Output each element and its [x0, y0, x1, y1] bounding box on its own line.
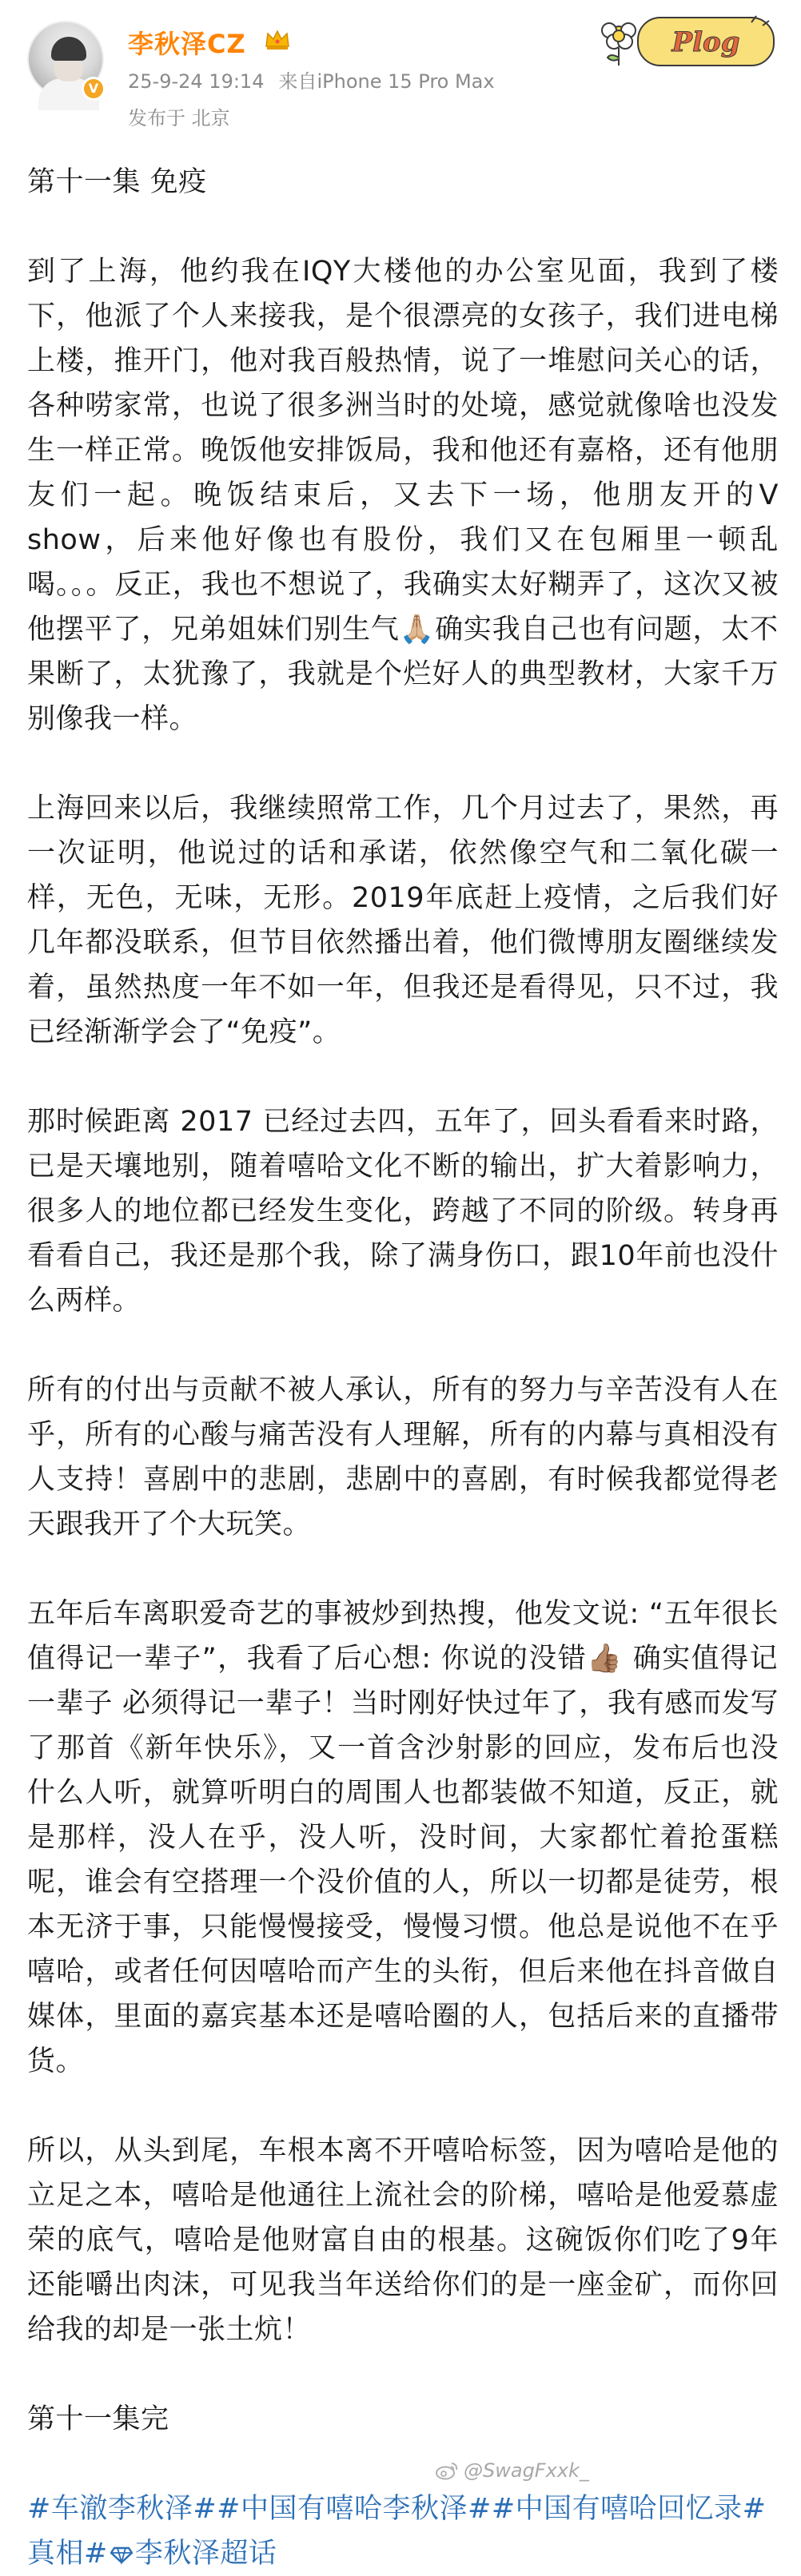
paragraph-2: 上海回来以后，我继续照常工作，几个月过去了，果然，再一次证明，他说过的话和承诺，依然像空气和二氧化碳一样，无色，无味，无形。2019年底赶上疫情，之后我们好几年都没联系，但节目依然播出着，他们微博朋友圈继续发着，虽然热度一年不如一年，但我还是看得见，只不过，我已经渐渐学会了“免疫”。 — [27, 793, 779, 1048]
watermark-text: @SwagFxxk_ — [464, 2459, 589, 2482]
post-timestamp: 25-9-24 19:14 — [128, 70, 265, 93]
verified-icon: V — [82, 77, 106, 101]
paragraph-5-text-a: 五年后车离职爱奇艺的事被炒到热搜，他发文说: “五年很长 值得记一辈子”，我看了后心想: 你说的没错 — [27, 1598, 779, 1675]
flower-icon — [602, 23, 636, 66]
paragraph-3: 那时候距离 2017 已经过去四，五年了，回头看看来时路，已是天壤地别，随着嘻哈文化不断的输出，扩大着影响力，很多人的地位都已经发生变化，跨越了不同的阶级。转身再看看自己，我还是那个我，除了满身伤口，跟10年前也没什么两样。 — [27, 1106, 779, 1317]
pray-emoji-icon: 🙏🏼 — [399, 614, 436, 646]
episode-title: 第十一集 免疫 — [27, 166, 207, 198]
paragraph-1 — [27, 249, 779, 741]
paragraph-1-text-a: 到了上海，他约我在IQY大楼他的办公室见面，我到了楼下，他派了个人来接我，是个很漂亮的女孩子，我们进电梯上楼，推开门，他对我百般热情，说了一堆慰问关心的话，各种唠家常，也说了很多洲当时的处境，感觉就像啥也没发生一样正常。晚饭他安排饭局，我和他还有嘉格，还有他朋友们一起。晚饭结束后，又去下一场，他朋友开的V show，后来他好像也有股份，我们又在包厢里一顿乱喝。。。反正，我也不想说了，我确实太好糊弄了，这次又被他摆平了，兄弟姐妹们别生气 — [27, 256, 779, 646]
thumbs-up-emoji-icon: 👍🏽 — [587, 1643, 624, 1675]
post-location: 发布于 北京 — [128, 107, 230, 129]
sticker-text: Plog — [671, 26, 740, 58]
hashtag-rap-of-china-lqz[interactable]: #中国有嘻哈李秋泽# — [217, 2493, 492, 2525]
watermark — [435, 2459, 589, 2482]
hashtag-rap-of-china-memoir[interactable]: #中国有嘻哈回忆录# — [491, 2493, 767, 2525]
paragraph-6: 所以，从头到尾，车根本离不开嘻哈标签，因为嘻哈是他的立足之本，嘻哈是他通往上流社会的阶梯，嘻哈是他爱慕虚荣的底气，嘻哈是他财富自由的根基。这碗饭你们吃了9年还能嚼出肉沫，可见我当年送给你们的是一座金矿，而你回给我的却是一张土炕！ — [27, 2135, 779, 2346]
hashtag-super-topic-label: 李秋泽超话 — [134, 2538, 277, 2570]
super-topic-icon — [110, 2545, 134, 2564]
hashtag-super-topic-hash: # — [84, 2538, 108, 2570]
paragraph-4: 所有的付出与贡献不被人承认，所有的努力与辛苦没有人在乎，所有的心酸与痛苦没有人理解，所有的内幕与真相没有人支持！喜剧中的悲剧，悲剧中的喜剧，有时候我都觉得老天跟我开了个大玩笑。 — [27, 1374, 779, 1540]
post-meta — [128, 66, 509, 93]
hashtag-super-topic[interactable] — [84, 2538, 277, 2570]
hashtag-chechelqz[interactable]: #车澈李秋泽# — [27, 2493, 217, 2525]
paragraph-5 — [27, 1592, 779, 2084]
paragraph-5-text-b: 确实值得记一辈子 必须得记一辈子！当时刚好快过年了，我有感而发写了那首《新年快乐》，又一首含沙射影的回应，发布后也没什么人听，就算听明白的周围人也都装做不知道，反正，就是那样，没人在乎，没人听，没时间，大家都忙着抢蛋糕呢，谁会有空搭理一个没价值的人，所以一切都是徒劳，根本无济于事，只能慢慢接受，慢慢习惯。他总是说他不在乎嘻哈，或者任何因嘻哈而产生的头衔，但后来他在抖音做自媒体，里面的嘉宾基本还是嘻哈圈的人，包括后来的直播带货。 — [27, 1643, 779, 2077]
post-body — [27, 160, 779, 2576]
paragraph-1-text-b: 确实我自己也有问题，太不果断了，太犹豫了，我就是个烂好人的典型教材，大家千万别像我一样。 — [27, 614, 779, 735]
plog-sticker — [592, 11, 780, 72]
episode-end: 第十一集完 — [27, 2403, 169, 2435]
post-header — [0, 0, 801, 152]
crown-icon — [264, 27, 291, 51]
avatar-hat-shape — [51, 37, 86, 61]
username-link[interactable]: 李秋泽CZ — [128, 29, 246, 59]
hashtag-list: #车澈李秋泽##中国有嘻哈李秋泽##中国有嘻哈回忆录#真相# 李秋泽超话 — [27, 2493, 767, 2570]
post-source[interactable]: 来自iPhone 15 Pro Max — [278, 70, 495, 93]
weibo-logo-icon — [435, 2461, 459, 2480]
